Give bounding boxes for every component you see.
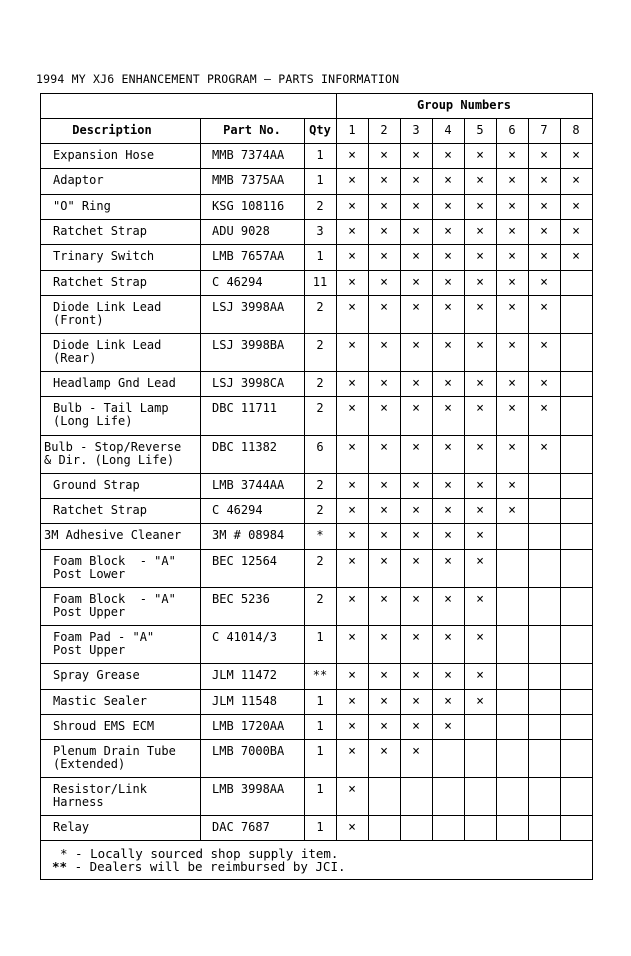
row-part-no: 3M # 08984 [212,528,285,542]
group-numbers-header: Group Numbers [417,98,511,112]
group-check-mark: × [572,224,580,239]
row-description: Ground Strap [53,478,140,492]
group-check-mark: × [348,376,356,391]
group-check-mark: × [380,478,388,493]
group-check-mark: × [476,275,484,290]
row-qty: 1 [316,148,324,162]
row-qty: 1 [316,630,324,644]
group-check-mark: × [476,668,484,683]
row-part-no: MMB 7374AA [212,148,285,162]
row-part-no: LSJ 3998CA [212,376,285,390]
row-divider [40,777,592,778]
group-check-mark: × [348,173,356,188]
row-qty: 1 [316,173,324,187]
group-check-mark: × [380,338,388,353]
group-check-mark: × [508,199,516,214]
row-part-no: DBC 11382 [212,440,278,454]
group-check-mark: × [508,440,516,455]
group-check-mark: × [412,630,420,645]
row-part-no: C 41014/3 [212,630,278,644]
qty-header: Qty [309,123,331,137]
group-check-mark: × [348,694,356,709]
row-qty: 3 [316,224,324,238]
group-check-mark: × [572,173,580,188]
table-right-border [592,93,593,880]
row-description: Headlamp Gnd Lead [53,376,176,390]
group-check-mark: × [476,376,484,391]
row-part-no: C 46294 [212,503,263,517]
group-check-mark: × [348,224,356,239]
group-check-mark: × [444,503,452,518]
group-check-mark: × [476,224,484,239]
footnote-text: - Locally sourced shop supply item. [67,846,339,861]
group-check-mark: × [444,592,452,607]
group-check-mark: × [348,478,356,493]
group-check-mark: × [540,440,548,455]
group-check-mark: × [348,401,356,416]
group-check-mark: × [444,148,452,163]
row-description: Foam Block - "A" Post Lower [53,554,176,581]
group-check-mark: × [348,199,356,214]
group-check-mark: × [348,440,356,455]
row-divider [40,587,592,588]
group-check-mark: × [476,249,484,264]
group-check-mark: × [348,338,356,353]
row-divider [40,714,592,715]
group-check-mark: × [380,300,388,315]
row-divider [40,549,592,550]
group-check-mark: × [444,630,452,645]
group-check-mark: × [412,148,420,163]
group-check-mark: × [540,275,548,290]
row-divider [40,333,592,334]
row-divider [40,473,592,474]
row-description: Foam Pad - "A" Post Upper [53,630,155,657]
row-qty: 2 [316,503,324,517]
group-number-header: 7 [540,123,548,137]
group-check-mark: × [348,554,356,569]
group-check-mark: × [540,338,548,353]
group-check-mark: × [348,592,356,607]
group-check-mark: × [380,376,388,391]
group-check-mark: × [412,173,420,188]
group-check-mark: × [508,148,516,163]
row-part-no: MMB 7375AA [212,173,285,187]
header-bottom-divider [40,143,592,144]
group-check-mark: × [348,782,356,797]
group-check-mark: × [348,820,356,835]
group-check-mark: × [540,199,548,214]
group-check-mark: × [348,668,356,683]
group-check-mark: × [380,719,388,734]
row-part-no: LMB 7657AA [212,249,285,263]
row-divider [40,739,592,740]
group-check-mark: × [380,199,388,214]
row-description: Diode Link Lead (Rear) [53,338,162,365]
row-qty: ** [312,668,328,682]
header-divider [40,118,336,119]
row-qty: 2 [316,300,324,314]
group-check-mark: × [508,503,516,518]
group-check-mark: × [444,224,452,239]
group-check-mark: × [444,300,452,315]
row-part-no: C 46294 [212,275,263,289]
group-check-mark: × [476,528,484,543]
group-check-mark: × [380,503,388,518]
group-check-mark: × [412,440,420,455]
group-check-mark: × [476,173,484,188]
group-number-header: 1 [348,123,356,137]
group-check-mark: × [444,249,452,264]
row-qty: 2 [316,592,324,606]
group-check-mark: × [476,440,484,455]
footnote-dealer-reimbursement [52,860,346,873]
group-check-mark: × [444,554,452,569]
row-description: "O" Ring [53,199,111,213]
group-check-mark: × [412,719,420,734]
group-check-mark: × [476,338,484,353]
row-description: Spray Grease [53,668,140,682]
row-qty: 2 [316,199,324,213]
group-check-mark: × [348,630,356,645]
row-qty: 2 [316,554,324,568]
group-check-mark: × [476,478,484,493]
group-check-mark: × [540,148,548,163]
group-check-mark: × [348,719,356,734]
row-part-no: LSJ 3998BA [212,338,285,352]
group-check-mark: × [348,300,356,315]
row-part-no: LMB 1720AA [212,719,285,733]
group-check-mark: × [508,338,516,353]
group-check-mark: × [412,592,420,607]
group-check-mark: × [476,592,484,607]
row-qty: 1 [316,719,324,733]
group-check-mark: × [572,249,580,264]
row-part-no: BEC 12564 [212,554,278,568]
row-description: Bulb - Tail Lamp (Long Life) [53,401,169,428]
group-check-mark: × [380,275,388,290]
row-part-no: BEC 5236 [212,592,270,606]
group-check-mark: × [412,338,420,353]
group-check-mark: × [412,528,420,543]
group-check-mark: × [412,694,420,709]
group-check-mark: × [412,376,420,391]
group-check-mark: × [508,376,516,391]
row-qty: 2 [316,376,324,390]
group-check-mark: × [380,528,388,543]
group-check-mark: × [444,528,452,543]
group-check-mark: × [380,694,388,709]
row-description: Ratchet Strap [53,503,147,517]
row-part-no: LMB 3998AA [212,782,285,796]
group-check-mark: × [380,440,388,455]
group-check-mark: × [348,744,356,759]
row-description: Adaptor [53,173,104,187]
row-qty: 1 [316,782,324,796]
row-description: Plenum Drain Tube (Extended) [53,744,176,771]
group-check-mark: × [380,744,388,759]
group-check-mark: × [444,275,452,290]
group-check-mark: × [380,401,388,416]
group-check-mark: × [540,300,548,315]
row-description: 3M Adhesive Cleaner [44,528,182,542]
row-divider [40,498,592,499]
group-check-mark: × [444,440,452,455]
row-qty: 1 [316,694,324,708]
group-number-header: 3 [412,123,420,137]
group-check-mark: × [508,300,516,315]
row-qty: 1 [316,820,324,834]
group-check-mark: × [412,249,420,264]
group-check-mark: × [380,249,388,264]
group-check-mark: × [476,630,484,645]
group-check-mark: × [348,148,356,163]
group-check-mark: × [444,376,452,391]
group-check-mark: × [572,148,580,163]
group-check-mark: × [348,528,356,543]
group-check-mark: × [444,719,452,734]
row-divider [40,396,592,397]
part-no-header: Part No. [223,123,281,137]
row-description: Ratchet Strap [53,275,147,289]
group-check-mark: × [348,249,356,264]
row-part-no: KSG 108116 [212,199,285,213]
group-check-mark: × [412,300,420,315]
row-description: Mastic Sealer [53,694,147,708]
row-part-no: DAC 7687 [212,820,270,834]
group-check-mark: × [508,275,516,290]
row-qty: 11 [312,275,328,289]
row-divider [40,663,592,664]
row-qty: 1 [316,249,324,263]
col-divider [200,118,201,840]
footnote-text: - Dealers will be reimbursed by JCI. [67,859,346,874]
group-check-mark: × [476,148,484,163]
row-divider [40,219,592,220]
row-divider [40,270,592,271]
group-number-header: 6 [508,123,516,137]
row-divider [40,689,592,690]
row-divider [40,371,592,372]
group-check-mark: × [412,401,420,416]
group-check-mark: × [380,668,388,683]
group-check-mark: × [444,173,452,188]
row-part-no: LSJ 3998AA [212,300,285,314]
row-qty: 2 [316,478,324,492]
row-description: Foam Block - "A" Post Upper [53,592,176,619]
group-check-mark: × [508,173,516,188]
group-check-mark: × [412,478,420,493]
row-description: Resistor/Link Harness [53,782,147,809]
group-check-mark: × [508,249,516,264]
group-check-mark: × [444,478,452,493]
group-number-header: 2 [380,123,388,137]
group-check-mark: × [380,224,388,239]
row-description: Expansion Hose [53,148,155,162]
row-qty: 2 [316,401,324,415]
group-check-mark: × [476,199,484,214]
group-check-mark: × [508,478,516,493]
group-check-mark: × [380,554,388,569]
group-check-mark: × [380,630,388,645]
row-divider [40,840,592,841]
group-check-mark: × [540,173,548,188]
row-description: Trinary Switch [53,249,155,263]
group-check-mark: × [476,694,484,709]
group-check-mark: × [412,668,420,683]
group-check-mark: × [380,148,388,163]
group-check-mark: × [476,503,484,518]
row-divider [40,815,592,816]
row-part-no: JLM 11548 [212,694,278,708]
row-part-no: DBC 11711 [212,401,278,415]
group-number-header: 8 [572,123,580,137]
group-check-mark: × [540,376,548,391]
group-check-mark: × [444,401,452,416]
group-check-mark: × [572,199,580,214]
group-check-mark: × [540,224,548,239]
row-description: Ratchet Strap [53,224,147,238]
group-check-mark: × [380,592,388,607]
group-check-mark: × [348,503,356,518]
group-check-mark: × [412,744,420,759]
row-description: Diode Link Lead (Front) [53,300,162,327]
row-qty: 2 [316,338,324,352]
group-check-mark: × [476,300,484,315]
footnote-mark: ** [52,859,68,874]
row-qty: 1 [316,744,324,758]
row-qty: * [316,528,324,542]
group-check-mark: × [412,275,420,290]
row-divider [40,435,592,436]
group-check-mark: × [476,554,484,569]
row-part-no: LMB 3744AA [212,478,285,492]
description-header: Description [72,123,152,137]
group-check-mark: × [540,249,548,264]
group-check-mark: × [508,224,516,239]
row-divider [40,194,592,195]
row-divider [40,244,592,245]
document-title: 1994 MY XJ6 ENHANCEMENT PROGRAM – PARTS INFORMATION [36,72,400,86]
row-divider [40,168,592,169]
group-check-mark: × [348,275,356,290]
group-check-mark: × [444,338,452,353]
group-check-mark: × [444,668,452,683]
group-check-mark: × [380,173,388,188]
footnote-mark: * [60,846,68,861]
row-part-no: ADU 9028 [212,224,270,238]
row-part-no: JLM 11472 [212,668,278,682]
group-check-mark: × [412,199,420,214]
group-number-header: 5 [476,123,484,137]
group-check-mark: × [412,503,420,518]
group-check-mark: × [444,694,452,709]
row-description: Relay [53,820,90,834]
row-divider [40,625,592,626]
row-qty: 6 [316,440,324,454]
group-number-header: 4 [444,123,452,137]
row-description: Shroud EMS ECM [53,719,155,733]
group-check-mark: × [508,401,516,416]
group-check-mark: × [540,401,548,416]
group-check-mark: × [476,401,484,416]
row-part-no: LMB 7000BA [212,744,285,758]
group-check-mark: × [444,199,452,214]
row-divider [40,295,592,296]
row-divider [40,523,592,524]
group-check-mark: × [412,224,420,239]
group-check-mark: × [412,554,420,569]
row-description: Bulb - Stop/Reverse & Dir. (Long Life) [44,440,182,467]
